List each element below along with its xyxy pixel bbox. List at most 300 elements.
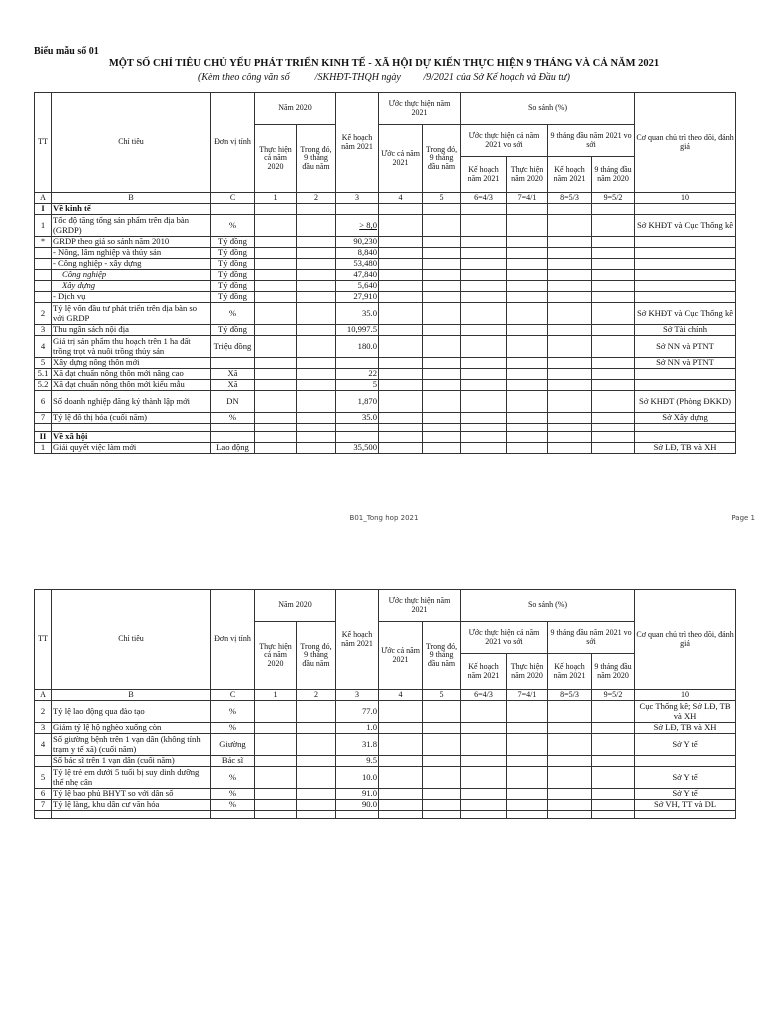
cell-empty — [379, 325, 423, 336]
cell-empty — [423, 215, 461, 237]
header-estimate-2021: Ước thực hiện năm 2021 — [379, 93, 461, 125]
cell-empty — [548, 424, 592, 432]
cell-empty — [461, 358, 507, 369]
cell-9m-2020 — [297, 259, 336, 270]
table-row — [35, 380, 736, 391]
footer-page-number: Page 1 — [731, 514, 755, 522]
cell-empty — [461, 701, 507, 723]
cell-empty — [461, 204, 507, 215]
cell-agency — [635, 237, 736, 248]
cell-empty — [548, 723, 592, 734]
column-code: 9=5/2 — [592, 690, 635, 701]
cell-actual-2020 — [255, 701, 297, 723]
table-row — [35, 391, 736, 413]
cell-empty — [379, 281, 423, 292]
column-code: 3 — [336, 690, 379, 701]
cell-plan-2021: 8,840 — [336, 248, 379, 259]
table-row — [35, 800, 736, 811]
document-subtitle: (Kèm theo công văn số /SKHĐT-THQH ngày /9/2021 của Sở Kế hoạch và Đầu tư) — [198, 72, 570, 83]
table-row — [35, 756, 736, 767]
header-tt: TT — [35, 590, 52, 690]
header-plan-2021: Kế hoạch năm 2021 — [336, 93, 379, 193]
cell-actual-2020 — [255, 248, 297, 259]
cell-indicator: Xây dựng nông thôn mới — [52, 358, 211, 369]
cell-plan-2021: 91.0 — [336, 789, 379, 800]
cell-tt: 7 — [35, 800, 52, 811]
cell-indicator — [52, 811, 211, 819]
cell-9m-2020 — [297, 391, 336, 413]
cell-9m-2020 — [297, 204, 336, 215]
cell-empty — [423, 336, 461, 358]
cell-indicator: Tỷ lệ trẻ em dưới 5 tuổi bị suy dinh dưỡng thể nhẹ cân — [52, 767, 211, 789]
cell-empty — [423, 811, 461, 819]
cell-unit: DN — [211, 391, 255, 413]
cell-empty — [379, 303, 423, 325]
header-cmp-9m: 9 tháng đầu năm 2021 vo sới — [548, 125, 635, 157]
header-actual-full-year: Thực hiện cả năm 2020 — [255, 125, 297, 193]
cell-empty — [507, 413, 548, 424]
cell-actual-2020 — [255, 723, 297, 734]
cell-empty — [379, 432, 423, 443]
cell-unit — [211, 811, 255, 819]
column-code: B — [52, 193, 211, 204]
cell-empty — [592, 248, 635, 259]
cell-plan-2021: 10,997.5 — [336, 325, 379, 336]
column-code: 1 — [255, 690, 297, 701]
cell-empty — [461, 259, 507, 270]
cell-indicator: - Nông, lâm nghiệp và thủy sản — [52, 248, 211, 259]
cell-empty — [507, 800, 548, 811]
cell-empty — [592, 215, 635, 237]
cell-unit: Xã — [211, 380, 255, 391]
cell-empty — [548, 789, 592, 800]
cell-empty — [592, 380, 635, 391]
cell-empty — [548, 281, 592, 292]
cell-agency: Sở Xây dựng — [635, 413, 736, 424]
cell-empty — [507, 443, 548, 454]
header-est-full-year: Ước cả năm 2021 — [379, 125, 423, 193]
cell-actual-2020 — [255, 380, 297, 391]
cell-plan-2021: > 8,0 — [336, 215, 379, 237]
cell-unit: % — [211, 767, 255, 789]
cell-tt: 5 — [35, 358, 52, 369]
cell-agency — [635, 259, 736, 270]
cell-empty — [507, 259, 548, 270]
cell-agency — [635, 756, 736, 767]
cell-empty — [592, 723, 635, 734]
section-row — [35, 204, 736, 215]
header-cmp-plan-2021-b: Kế hoạch năm 2021 — [548, 654, 592, 690]
cell-indicator: Công nghiệp — [52, 270, 211, 281]
cell-empty — [592, 789, 635, 800]
header-cmp-actual-2020: Thực hiện năm 2020 — [507, 157, 548, 193]
cell-unit: Tỷ đồng — [211, 281, 255, 292]
cell-unit: % — [211, 215, 255, 237]
footer-sheet-name-1: B01_Tong hop 2021 — [349, 514, 419, 522]
cell-agency: Sở LĐ, TB và XH — [635, 443, 736, 454]
column-code: C — [211, 193, 255, 204]
cell-empty — [379, 248, 423, 259]
cell-empty — [461, 432, 507, 443]
cell-actual-2020 — [255, 204, 297, 215]
header-of-which-9m: Trong đó, 9 tháng đầu năm — [297, 622, 336, 690]
header-comparison: So sánh (%) — [461, 93, 635, 125]
header-cmp-est: Ước thực hiện cả năm 2021 vo sới — [461, 622, 548, 654]
cell-empty — [592, 303, 635, 325]
cell-empty — [507, 215, 548, 237]
cell-tt: 7 — [35, 413, 52, 424]
cell-indicator: Tỷ lệ lao động qua đào tạo — [52, 701, 211, 723]
cell-plan-2021: 5,640 — [336, 281, 379, 292]
table-row — [35, 358, 736, 369]
cell-tt: 2 — [35, 701, 52, 723]
cell-empty — [379, 756, 423, 767]
column-code: 3 — [336, 193, 379, 204]
cell-tt: 2 — [35, 303, 52, 325]
cell-indicator: Thu ngân sách nội địa — [52, 325, 211, 336]
cell-unit — [211, 432, 255, 443]
cell-9m-2020 — [297, 325, 336, 336]
cell-plan-2021: 9.5 — [336, 756, 379, 767]
cell-empty — [461, 811, 507, 819]
cell-9m-2020 — [297, 701, 336, 723]
cell-empty — [548, 391, 592, 413]
cell-plan-2021: 47,840 — [336, 270, 379, 281]
cell-indicator: Giải quyết việc làm mới — [52, 443, 211, 454]
cell-tt: 3 — [35, 723, 52, 734]
column-code: 1 — [255, 193, 297, 204]
cell-empty — [423, 380, 461, 391]
cell-tt: 5 — [35, 767, 52, 789]
cell-agency: Sở KHĐT và Cục Thống kê — [635, 303, 736, 325]
cell-agency: Cục Thống kê; Sở LĐ, TB và XH — [635, 701, 736, 723]
cell-unit — [211, 424, 255, 432]
cell-tt: 4 — [35, 734, 52, 756]
header-indicator: Chỉ tiêu — [52, 93, 211, 193]
table-row — [35, 723, 736, 734]
cell-empty — [461, 443, 507, 454]
column-code: 9=5/2 — [592, 193, 635, 204]
cell-empty — [461, 336, 507, 358]
header-plan-2021: Kế hoạch năm 2021 — [336, 590, 379, 690]
header-cmp-9m: 9 tháng đầu năm 2021 vo sới — [548, 622, 635, 654]
cell-actual-2020 — [255, 325, 297, 336]
column-code-row — [35, 193, 736, 204]
cell-tt: 3 — [35, 325, 52, 336]
cell-empty — [592, 270, 635, 281]
cell-unit: Triệu đồng — [211, 336, 255, 358]
cell-plan-2021: 35,500 — [336, 443, 379, 454]
cell-unit: % — [211, 413, 255, 424]
cell-empty — [379, 292, 423, 303]
cell-plan-2021 — [336, 432, 379, 443]
header-estimate-2021: Ước thực hiện năm 2021 — [379, 590, 461, 622]
cell-empty — [507, 248, 548, 259]
cell-tt: * — [35, 237, 52, 248]
cell-empty — [507, 325, 548, 336]
table-row — [35, 292, 736, 303]
column-code: 5 — [423, 690, 461, 701]
cell-empty — [507, 432, 548, 443]
cell-empty — [461, 734, 507, 756]
cell-empty — [592, 292, 635, 303]
cell-empty — [592, 336, 635, 358]
cell-indicator: Tốc độ tăng tổng sản phẩm trên địa bàn (GRDP) — [52, 215, 211, 237]
cell-unit: Tỷ đồng — [211, 270, 255, 281]
cell-empty — [423, 701, 461, 723]
cell-empty — [423, 800, 461, 811]
header-comparison: So sánh (%) — [461, 590, 635, 622]
cell-9m-2020 — [297, 443, 336, 454]
cell-empty — [548, 204, 592, 215]
cell-empty — [423, 767, 461, 789]
cell-plan-2021: 10.0 — [336, 767, 379, 789]
column-code: 6=4/3 — [461, 690, 507, 701]
cell-indicator: Số bác sĩ trên 1 vạn dân (cuối năm) — [52, 756, 211, 767]
cell-9m-2020 — [297, 380, 336, 391]
cell-unit: Tỷ đồng — [211, 237, 255, 248]
cell-actual-2020 — [255, 432, 297, 443]
cell-9m-2020 — [297, 424, 336, 432]
table-row — [35, 215, 736, 237]
cell-empty — [461, 767, 507, 789]
cell-actual-2020 — [255, 800, 297, 811]
cell-empty — [379, 380, 423, 391]
table-row — [35, 369, 736, 380]
cell-empty — [548, 380, 592, 391]
cell-empty — [423, 358, 461, 369]
cell-unit: Giường — [211, 734, 255, 756]
cell-unit: Tỷ đồng — [211, 248, 255, 259]
cell-empty — [423, 270, 461, 281]
cell-empty — [423, 432, 461, 443]
header-est-of-which-9m: Trong đó, 9 tháng đầu năm — [423, 622, 461, 690]
cell-empty — [592, 800, 635, 811]
cell-empty — [379, 237, 423, 248]
header-unit: Đơn vị tính — [211, 590, 255, 690]
cell-9m-2020 — [297, 303, 336, 325]
cell-empty — [379, 259, 423, 270]
table-row — [35, 237, 736, 248]
cell-empty — [592, 811, 635, 819]
cell-indicator: Về xã hội — [52, 432, 211, 443]
cell-empty — [548, 336, 592, 358]
cell-unit: % — [211, 723, 255, 734]
cell-empty — [461, 303, 507, 325]
cell-indicator: Tỷ lệ vốn đầu tư phát triển trên địa bàn so với GRDP — [52, 303, 211, 325]
cell-9m-2020 — [297, 734, 336, 756]
cell-actual-2020 — [255, 270, 297, 281]
cell-empty — [379, 800, 423, 811]
cell-plan-2021: 1,870 — [336, 391, 379, 413]
cell-agency: Sở Tài chính — [635, 325, 736, 336]
column-code-row — [35, 690, 736, 701]
column-code: A — [35, 193, 52, 204]
cell-empty — [548, 767, 592, 789]
cell-actual-2020 — [255, 237, 297, 248]
cell-empty — [548, 325, 592, 336]
cell-empty — [423, 756, 461, 767]
cell-plan-2021: 35.0 — [336, 303, 379, 325]
cell-agency — [635, 432, 736, 443]
cell-empty — [461, 413, 507, 424]
cell-empty — [379, 701, 423, 723]
header-est-of-which-9m: Trong đó, 9 tháng đầu năm — [423, 125, 461, 193]
cell-empty — [423, 325, 461, 336]
cell-plan-2021 — [336, 358, 379, 369]
cell-empty — [548, 303, 592, 325]
cell-indicator: GRDP theo giá so sánh năm 2010 — [52, 237, 211, 248]
cell-indicator: Tỷ lệ bao phủ BHYT so với dân số — [52, 789, 211, 800]
cell-actual-2020 — [255, 358, 297, 369]
cell-agency: Sở Y tế — [635, 734, 736, 756]
cell-indicator: Tỷ lệ làng, khu dân cư văn hóa — [52, 800, 211, 811]
cell-empty — [507, 424, 548, 432]
cell-unit: Xã — [211, 369, 255, 380]
cell-empty — [461, 281, 507, 292]
cell-plan-2021 — [336, 424, 379, 432]
cell-agency: Sở Y tế — [635, 789, 736, 800]
cell-empty — [423, 723, 461, 734]
table-row — [35, 789, 736, 800]
cell-empty — [592, 413, 635, 424]
table-row — [35, 443, 736, 454]
cell-9m-2020 — [297, 237, 336, 248]
cell-unit: % — [211, 701, 255, 723]
cell-empty — [461, 424, 507, 432]
cell-unit — [211, 358, 255, 369]
cell-unit: % — [211, 800, 255, 811]
cell-empty — [592, 443, 635, 454]
cell-tt: 5.1 — [35, 369, 52, 380]
header-cmp-actual-2020: Thực hiện năm 2020 — [507, 654, 548, 690]
indicator-table-2 — [34, 589, 736, 819]
cell-tt: 1 — [35, 215, 52, 237]
cell-tt: I — [35, 204, 52, 215]
header-indicator: Chỉ tiêu — [52, 590, 211, 690]
cell-empty — [423, 303, 461, 325]
cell-empty — [461, 325, 507, 336]
cell-empty — [507, 336, 548, 358]
cell-indicator: Giá trị sản phẩm thu hoạch trên 1 ha đất trồng trọt và nuôi trồng thủy sản — [52, 336, 211, 358]
cell-empty — [507, 204, 548, 215]
cell-tt — [35, 292, 52, 303]
cell-tt — [35, 270, 52, 281]
cell-empty — [461, 369, 507, 380]
cell-indicator: Xã đạt chuẩn nông thôn mới nâng cao — [52, 369, 211, 380]
cell-empty — [592, 237, 635, 248]
cell-agency — [635, 292, 736, 303]
indicator-table-1 — [34, 92, 736, 454]
cell-actual-2020 — [255, 369, 297, 380]
cell-empty — [379, 204, 423, 215]
cell-plan-2021: 180.0 — [336, 336, 379, 358]
cell-empty — [592, 701, 635, 723]
cell-plan-2021: 27,910 — [336, 292, 379, 303]
cell-empty — [379, 723, 423, 734]
cell-indicator: Xã đạt chuẩn nông thôn mới kiểu mẫu — [52, 380, 211, 391]
cell-empty — [507, 270, 548, 281]
cell-9m-2020 — [297, 811, 336, 819]
cell-agency — [635, 369, 736, 380]
cell-actual-2020 — [255, 756, 297, 767]
cell-agency: Sở KHĐT và Cục Thống kê — [635, 215, 736, 237]
cell-empty — [548, 734, 592, 756]
cell-plan-2021: 35.0 — [336, 413, 379, 424]
cell-tt: 6 — [35, 391, 52, 413]
cell-plan-2021 — [336, 811, 379, 819]
cell-empty — [548, 259, 592, 270]
cell-empty — [507, 701, 548, 723]
cell-empty — [423, 424, 461, 432]
cell-empty — [507, 723, 548, 734]
header-cmp-est: Ước thực hiện cả năm 2021 vo sới — [461, 125, 548, 157]
table-header — [35, 590, 736, 701]
cell-empty — [423, 443, 461, 454]
cell-empty — [548, 432, 592, 443]
cell-empty — [379, 358, 423, 369]
cell-actual-2020 — [255, 391, 297, 413]
cell-empty — [592, 391, 635, 413]
cell-tt — [35, 811, 52, 819]
column-code: 5 — [423, 193, 461, 204]
column-code: 8=5/3 — [548, 193, 592, 204]
cell-plan-2021: 90,230 — [336, 237, 379, 248]
cell-indicator: Số giường bệnh trên 1 vạn dân (không tính trạm y tế xã) (cuối năm) — [52, 734, 211, 756]
cell-actual-2020 — [255, 281, 297, 292]
table-row — [35, 413, 736, 424]
cell-plan-2021: 53,480 — [336, 259, 379, 270]
cell-empty — [461, 756, 507, 767]
cell-empty — [461, 723, 507, 734]
cell-empty — [592, 204, 635, 215]
cell-empty — [507, 756, 548, 767]
cell-9m-2020 — [297, 432, 336, 443]
cell-empty — [461, 800, 507, 811]
table-row — [35, 259, 736, 270]
cell-indicator: Xây dựng — [52, 281, 211, 292]
cell-indicator: - Dịch vụ — [52, 292, 211, 303]
header-cmp-9m-2020: 9 tháng đầu năm 2020 — [592, 157, 635, 193]
cell-empty — [548, 413, 592, 424]
cell-empty — [507, 380, 548, 391]
cell-empty — [592, 325, 635, 336]
cell-empty — [592, 281, 635, 292]
cell-empty — [548, 292, 592, 303]
cell-agency — [635, 204, 736, 215]
cell-9m-2020 — [297, 358, 336, 369]
cell-agency — [635, 424, 736, 432]
cell-empty — [379, 734, 423, 756]
cell-agency: Sở LĐ, TB và XH — [635, 723, 736, 734]
cell-empty — [592, 358, 635, 369]
cell-actual-2020 — [255, 811, 297, 819]
cell-tt — [35, 248, 52, 259]
table-row — [35, 281, 736, 292]
cell-agency — [635, 811, 736, 819]
cell-empty — [507, 767, 548, 789]
cell-empty — [548, 811, 592, 819]
cell-plan-2021: 1.0 — [336, 723, 379, 734]
cell-empty — [423, 281, 461, 292]
cell-plan-2021: 90.0 — [336, 800, 379, 811]
header-actual-full-year: Thực hiện cả năm 2020 — [255, 622, 297, 690]
cell-empty — [507, 303, 548, 325]
cell-empty — [592, 734, 635, 756]
cell-9m-2020 — [297, 248, 336, 259]
column-code: 2 — [297, 690, 336, 701]
header-cmp-plan-2021: Kế hoạch năm 2021 — [461, 157, 507, 193]
